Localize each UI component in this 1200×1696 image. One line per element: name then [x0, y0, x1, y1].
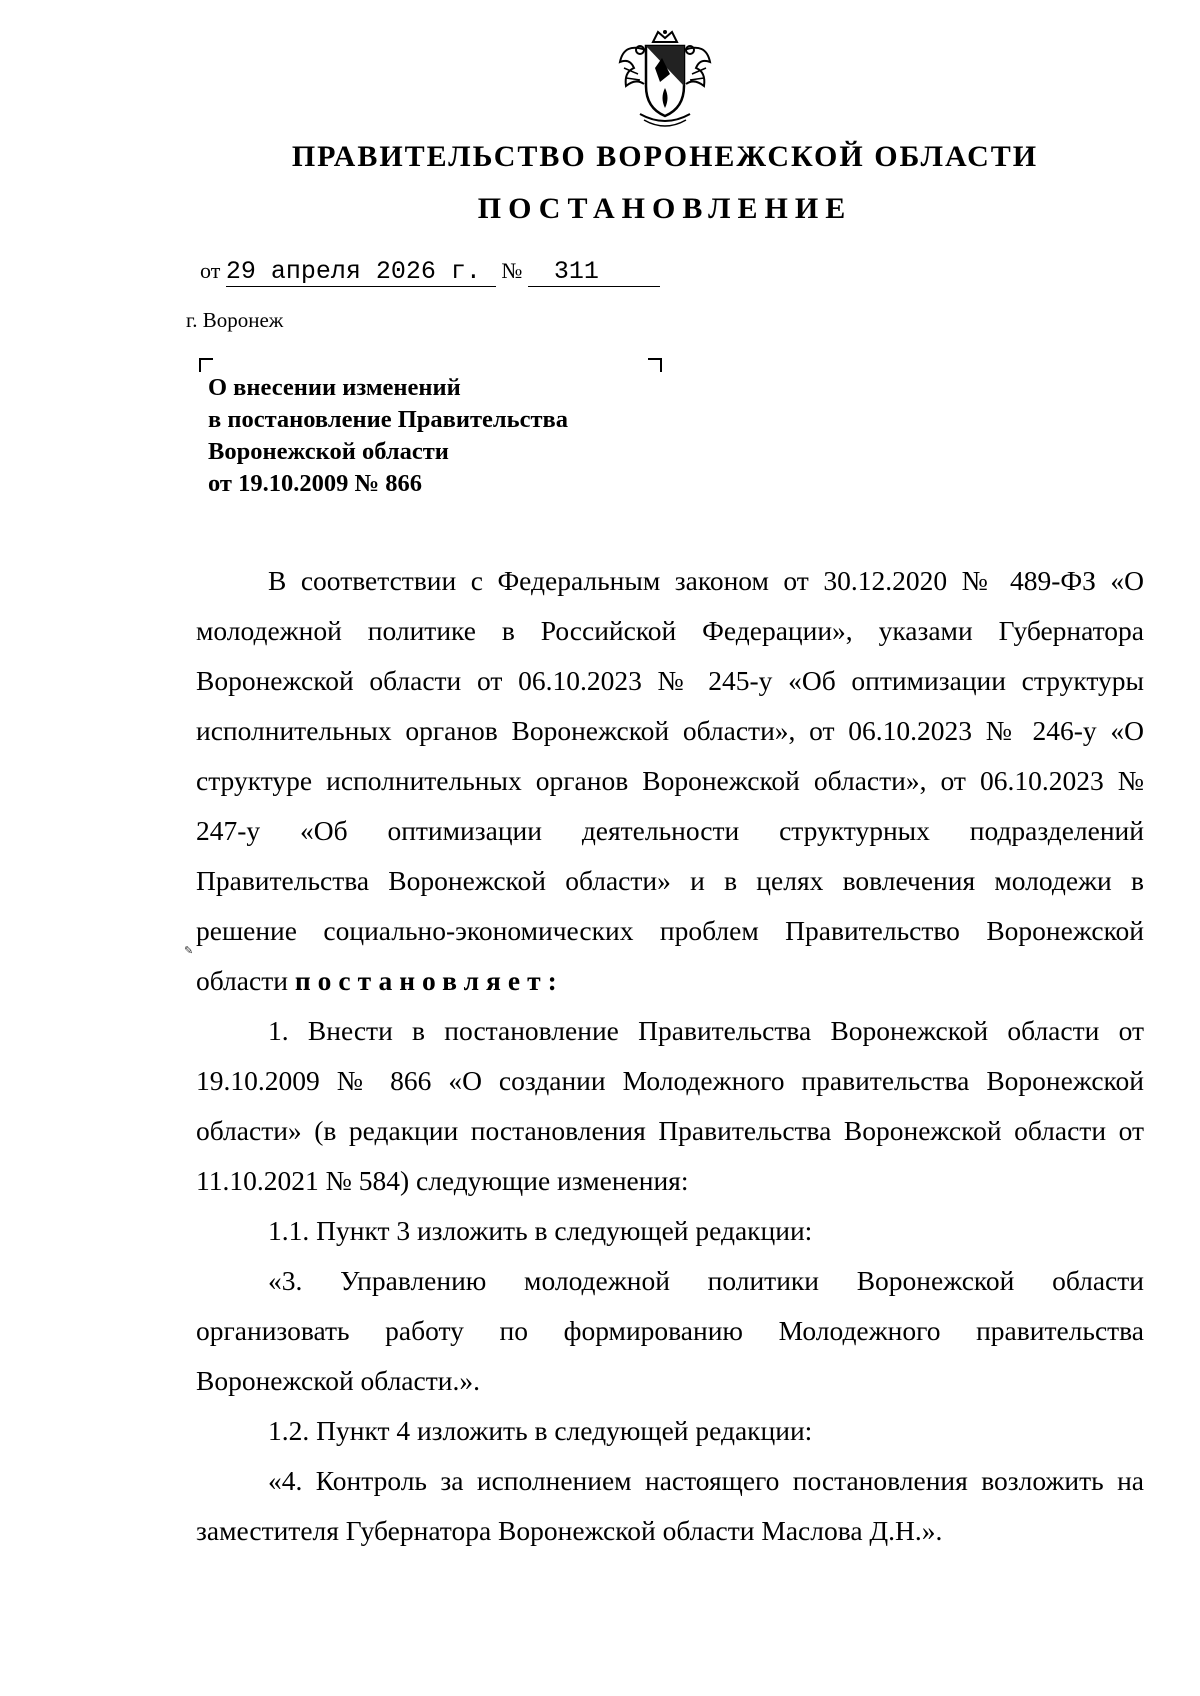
preamble-paragraph	[196, 556, 1144, 1006]
subject-corner-left	[199, 358, 213, 372]
subject-line: от 19.10.2009 № 866	[208, 470, 422, 497]
item-paragraph: 1.2. Пункт 4 изложить в следующей редакции:	[268, 1415, 813, 1446]
item-paragraph: «4. Контроль за исполнением настоящего постановления возложить на заместителя Губернатора Воронежской области Маслова Д.Н.».	[196, 1465, 1144, 1546]
resolves-word: постановляет:	[294, 965, 564, 996]
document-body	[196, 556, 1144, 1556]
subject-line: О внесении изменений	[208, 374, 461, 401]
document-date: 29 апреля 2026 г.	[226, 258, 496, 287]
preamble-text: В соответствии с Федеральным законом от 30.12.2020 № 489-ФЗ «О молодежной политике в Российской Федерации», указами Губернатора Воронежской области от 06.10.2023 № 245-у «Об оптимизации структуры исполнительных органов Воронежской области», от 06.10.2023 № 246-у «О структуре исполнительных органов Воронежской области», от 06.10.2023 № 247-у «Об оптимизации деятельности структурных подразделений Правительства Воронежской области» и в целях вовлечения молодежи в решение социально-экономических проблем Правительство Воронежской области	[196, 565, 1144, 996]
subject-corner-right	[648, 358, 662, 372]
subject-line: Воронежской области	[208, 438, 449, 465]
item-paragraph: 1.1. Пункт 3 изложить в следующей редакции:	[268, 1215, 813, 1246]
coat-of-arms-icon	[610, 28, 720, 128]
government-title: ПРАВИТЕЛЬСТВО ВОРОНЕЖСКОЙ ОБЛАСТИ	[291, 140, 1039, 173]
date-label: от	[200, 258, 221, 283]
scan-mark: ✎	[184, 945, 194, 957]
number-label: №	[501, 258, 523, 283]
city: г. Воронеж	[186, 308, 284, 332]
date-number-line	[200, 258, 660, 287]
document-number: 311	[528, 258, 660, 287]
document-type: ПОСТАНОВЛЕНИЕ	[477, 192, 853, 225]
document-subject	[208, 372, 568, 500]
subject-line: в постановление Правительства	[208, 406, 568, 433]
item-paragraph: 1. Внести в постановление Правительства Воронежской области от 19.10.2009 № 866 «О создании Молодежного правительства Воронежской области» (в редакции постановления Правительства Воронежской области от 11.10.2021 № 584) следующие изменения:	[196, 1015, 1144, 1196]
item-paragraph: «3. Управлению молодежной политики Воронежской области организовать работу по формированию Молодежного правительства Воронежской области.».	[196, 1265, 1144, 1396]
